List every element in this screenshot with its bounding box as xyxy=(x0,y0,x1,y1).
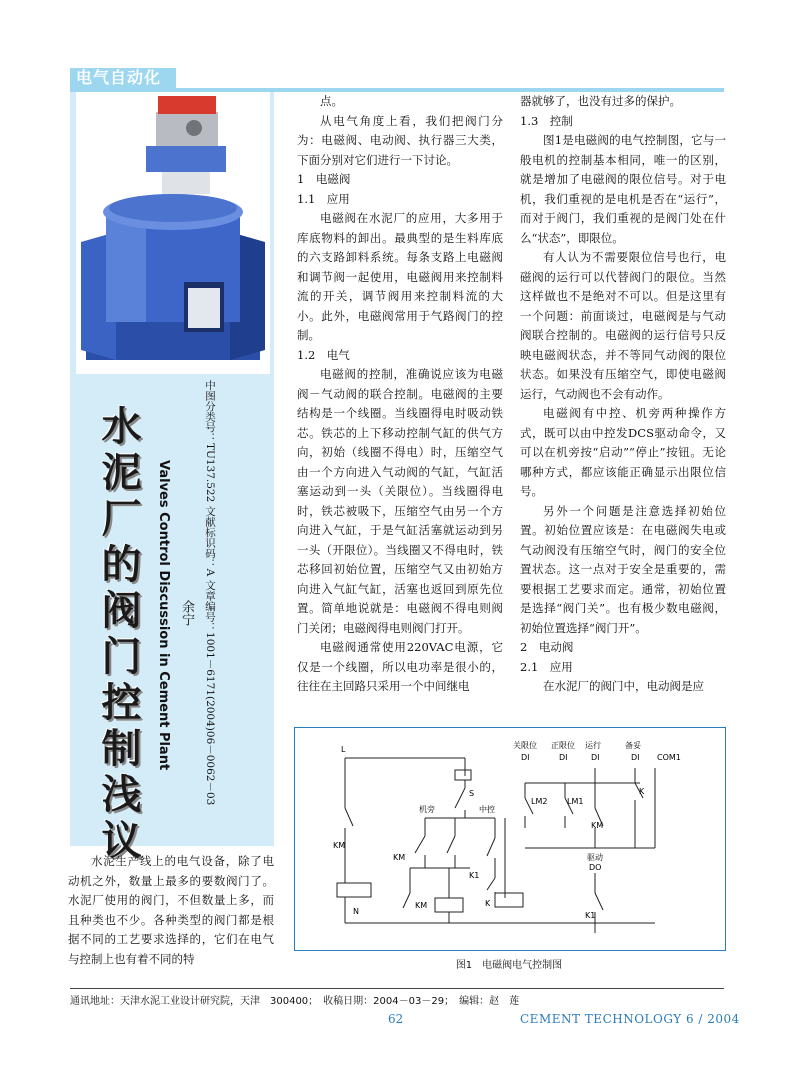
footer-rule xyxy=(70,988,724,989)
article-title-en: Valves Control Discussion in Cement Plant xyxy=(156,460,171,771)
paragraph: 在水泥厂的阀门中，电动阀是应 xyxy=(543,679,704,693)
footer-note: 通讯地址：天津水泥工业设计研究院，天津 300400； 收稿日期：2004－03－29； 编辑：赵 莲 xyxy=(70,996,520,1007)
diagram-label-k1: K1 xyxy=(585,911,596,920)
section-heading: 2.1 应用 xyxy=(520,659,573,674)
diagram-label-km: KM xyxy=(415,901,428,910)
diagram-label-di: DI xyxy=(591,753,600,762)
diagram-label-lm1: LM1 xyxy=(567,797,584,806)
article-author: 余宁 xyxy=(179,600,194,626)
paragraph: 电磁阀有中控、机旁两种操作方式，既可以由中控发DCS驱动命令，又可以在机旁按“启动”“停止”按钮。无论哪种方式，都应该能正确显示出限位信号。 xyxy=(520,406,726,498)
paragraph: 点。 xyxy=(320,94,343,108)
article-title-cn: 水泥厂的阀门控制浅议 xyxy=(95,405,141,865)
diagram-label-beiyong: 备妥 xyxy=(625,741,641,750)
paragraph: 图1是电磁阀的电气控制图，它与一般电机的控制基本相同，唯一的区别，就是增加了电磁阀的限位信号。对于电机，我们重视的是电机是否在“运行”，而对于阀门，我们重视的是阀门处在什么“状态”，即限位。 xyxy=(520,133,726,245)
paragraph: 从电气角度上看，我们把阀门分为：电磁阀、电动阀、执行器三大类，下面分别对它们进行一下讨论。 xyxy=(297,113,503,167)
valve-photo xyxy=(76,92,270,374)
diagram-label-zhongkong: 中控 xyxy=(479,805,495,814)
diagram-label-N: N xyxy=(353,907,359,916)
circuit-diagram xyxy=(294,727,726,951)
diagram-label-k: K xyxy=(639,787,645,796)
diagram-label-guan: 关限位 xyxy=(513,741,537,750)
diagram-label-km: KM xyxy=(333,841,346,850)
diagram-label-km: KM xyxy=(591,821,604,830)
diagram-label-di: DI xyxy=(559,753,568,762)
section-heading: 2 电动阀 xyxy=(520,640,574,654)
paragraph: 另外一个问题是注意选择初始位置。初始位置应该是：在电磁阀失电或气动阀没有压缩空气时，阀门的安全位置状态。这一点对于安全是重要的，需要根据工艺要求而定。通常，初始位置是选择“阀门关”。也有极少数电磁阀，初始位置选择“阀门开”。 xyxy=(520,503,726,635)
paragraph: 有人认为不需要限位信号也行，电磁阀的运行可以代替阀门的限位。当然这样做也不是绝对不可以。但是这里有一个问题：前面谈过，电磁阀是与气动阀联合控制的。电磁阀的运行信号只反映电磁阀状态，并不等同气动阀的限位状态。如果没有压缩空气，即使电磁阀运行，气动阀也不会有动作。 xyxy=(520,250,726,401)
diagram-label-kai: 正限位 xyxy=(551,741,575,750)
right-column xyxy=(520,92,726,697)
diagram-label-km: KM xyxy=(393,853,406,862)
diagram-label-do: DO xyxy=(589,863,602,872)
section-heading: 1.2 电气 xyxy=(297,347,350,362)
diagram-label-yunxing: 运行 xyxy=(585,741,601,750)
diagram-label-qudong: 驱动 xyxy=(587,853,603,862)
diagram-label-lm2: LM2 xyxy=(531,797,548,806)
diagram-label-k1: K1 xyxy=(469,871,480,880)
diagram-label-k: K xyxy=(485,899,491,908)
paragraph: 器就够了，也没有过多的保护。 xyxy=(520,94,681,108)
diagram-label-di: DI xyxy=(521,753,530,762)
page-number: 62 xyxy=(388,1012,404,1026)
article-meta: 中图分类号：TU137.522 文献标识码：A 文章编号：1001－6171(2004)06－0062－03 xyxy=(204,380,216,806)
paragraph: 电磁阀在水泥厂的应用，大多用于库底物料的卸出。最典型的是生料库底的六支路卸料系统。每条支路上电磁阀和调节阀一起使用，电磁阀用来控制料流的开关，调节阀用来控制料流的大小。此外，电磁阀常用于气路阀门的控制。 xyxy=(297,211,503,342)
section-heading: 1.3 控制 xyxy=(520,113,573,128)
diagram-label-di: DI xyxy=(631,753,640,762)
paragraph: 水泥生产线上的电气设备，除了电动机之外，数量上最多的要数阀门了。水泥厂使用的阀门，不但数量上多，而且种类也不少。各种类型的阀门都是根据不同的工艺要求选择的，它们在电气与控制上也有着不同的特 xyxy=(68,854,274,966)
intro-column xyxy=(68,852,274,969)
section-heading: 1.1 应用 xyxy=(297,191,350,206)
diagram-label-S: S xyxy=(469,789,475,798)
diagram-label-jipang: 机旁 xyxy=(419,805,435,814)
section-heading: 1 电磁阀 xyxy=(297,172,351,186)
section-tag: 电气自动化 xyxy=(70,68,176,88)
diagram-label-com1: COM1 xyxy=(657,753,681,762)
paragraph: 电磁阀通常使用220VAC电源，它仅是一个线圈，所以电功率是很小的，往往在主回路只采用一个中间继电 xyxy=(297,640,503,693)
paragraph: 电磁阀的控制，准确说应该为电磁阀－气动阀的联合控制。电磁阀的主要结构是一个线圈。当线圈得电时吸动铁芯。铁芯的上下移动控制气缸的供气方向，初始（线圈不得电）时，压缩空气由一个方向进入气动阀的气缸，气缸活塞运动到一头（关限位）。当线圈得电时，铁芯被吸下，压缩空气由另一个方向进入气缸，于是气缸活塞就运动到另一头（开限位）。当线圈又不得电时，铁芯移回初始位置，压缩空气又由初始方向进入气缸气缸，活塞也返回到原先位置。简单地说就是：电磁阀不得电则阀门关闭；电磁阀得电则阀门打开。 xyxy=(297,367,503,635)
diagram-label-L: L xyxy=(341,745,346,754)
journal-name: CEMENT TECHNOLOGY 6 / 2004 xyxy=(520,1012,740,1026)
figure-caption: 图1 电磁阀电气控制图 xyxy=(455,960,563,971)
middle-column xyxy=(297,92,503,697)
